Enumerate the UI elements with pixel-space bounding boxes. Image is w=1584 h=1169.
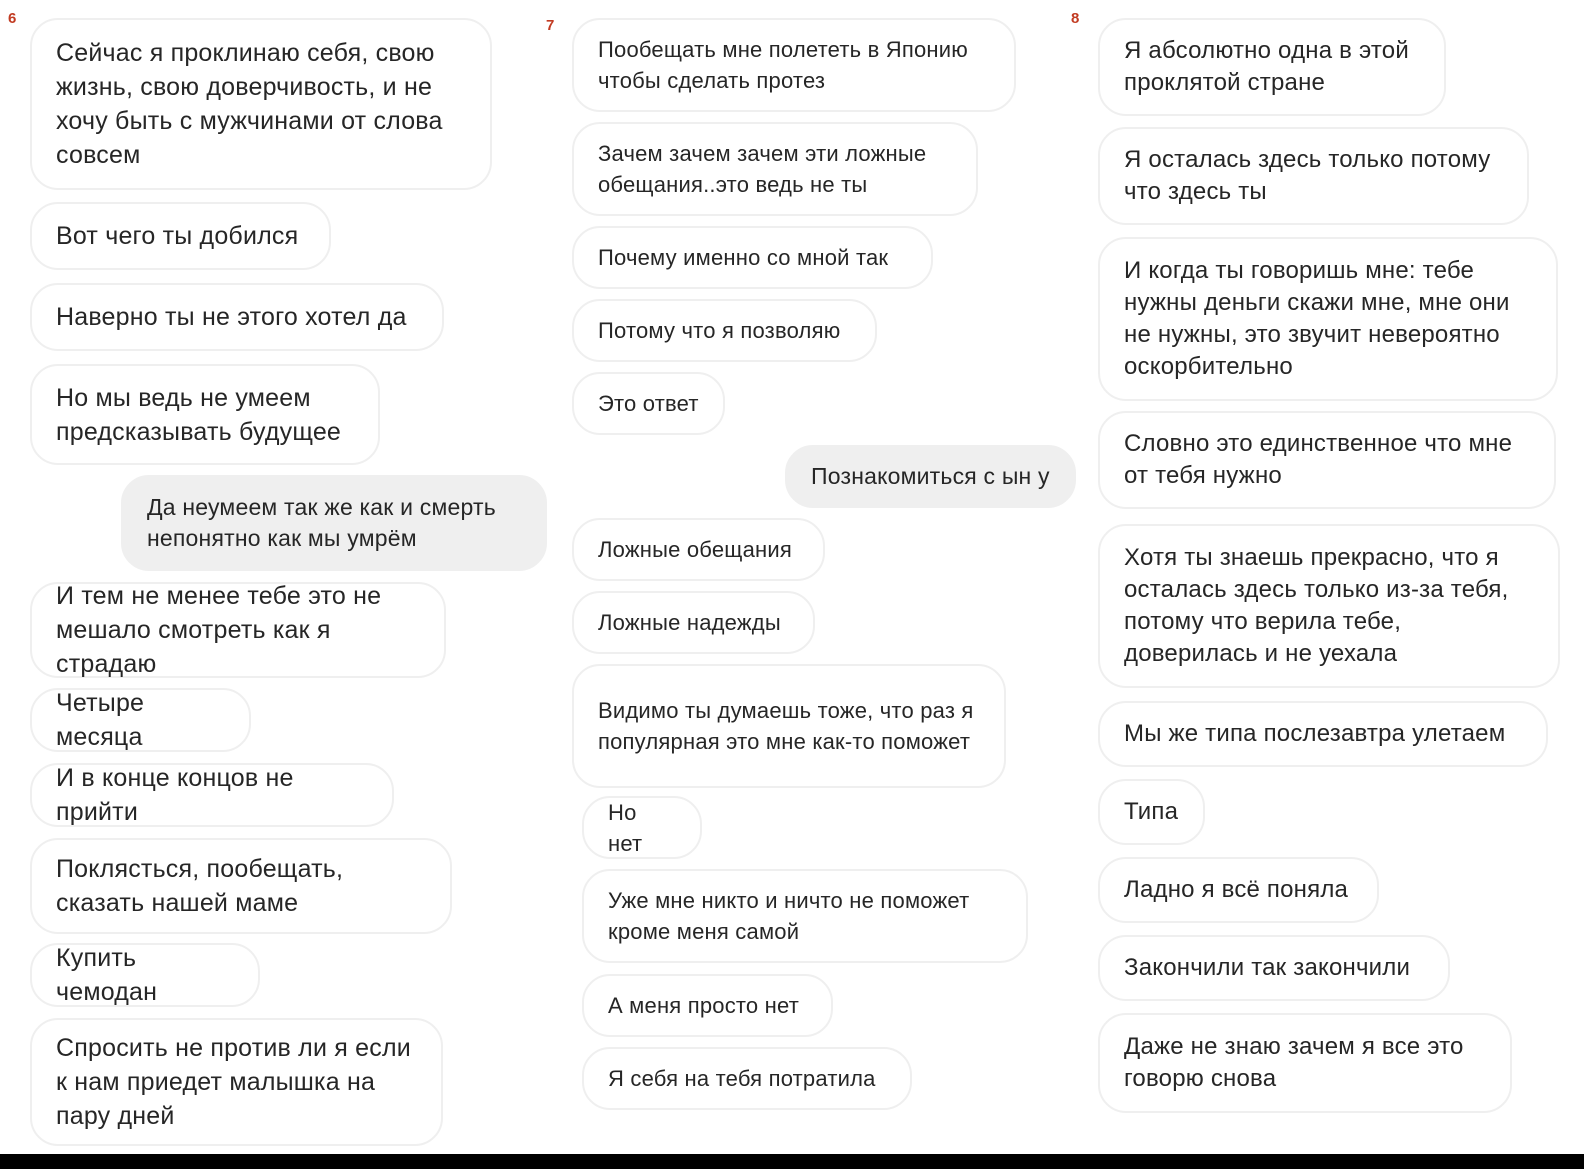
message-text: И тем не менее тебе это не мешало смотреть как я страдаю xyxy=(56,582,382,678)
message-bubble[interactable] xyxy=(572,372,725,435)
message-bubble[interactable] xyxy=(572,18,1016,112)
message-bubble[interactable] xyxy=(1098,935,1450,1001)
message-bubble[interactable] xyxy=(1098,524,1560,688)
message-bubble[interactable] xyxy=(572,122,978,216)
message-bubble[interactable] xyxy=(30,1018,443,1146)
message-text: Ложные надежды xyxy=(598,610,781,635)
page-number: 6 xyxy=(8,10,17,27)
message-bubble[interactable] xyxy=(30,18,492,190)
message-text: Мы же типа послезавтра улетаем xyxy=(1124,720,1506,747)
message-text: Я осталась здесь только потому что здесь ты xyxy=(1124,146,1491,205)
sent-message-bubble[interactable] xyxy=(121,475,547,571)
message-text: Видимо ты думаешь тоже, что раз я популярная это мне как-то поможет xyxy=(598,698,974,754)
message-bubble[interactable] xyxy=(30,202,331,270)
message-bubble[interactable] xyxy=(30,838,452,934)
message-bubble[interactable] xyxy=(30,763,394,827)
message-bubble[interactable] xyxy=(582,974,833,1037)
message-text: И когда ты говоришь мне: тебе нужны деньги скажи мне, мне они не нужны, это звучит невероятно оскорбительно xyxy=(1124,257,1510,380)
message-text: Словно это единственное что мне от тебя нужно xyxy=(1124,430,1513,489)
message-bubble[interactable] xyxy=(30,943,260,1007)
message-bubble[interactable] xyxy=(572,518,825,581)
message-text: Зачем зачем зачем эти ложные обещания..это ведь не ты xyxy=(598,141,927,197)
message-bubble[interactable] xyxy=(572,226,933,289)
message-text: Познакомиться с ын у xyxy=(811,463,1050,489)
message-bubble[interactable] xyxy=(1098,127,1529,225)
page-number: 7 xyxy=(546,17,555,34)
message-bubble[interactable] xyxy=(30,364,380,465)
sent-message-bubble[interactable] xyxy=(785,445,1076,508)
message-bubble[interactable] xyxy=(1098,237,1558,401)
message-bubble[interactable] xyxy=(582,796,702,859)
message-text: Даже не знаю зачем я все это говорю снова xyxy=(1124,1033,1464,1092)
message-text: Я абсолютно одна в этой проклятой стране xyxy=(1124,37,1409,96)
message-text: Закончили так закончили xyxy=(1124,954,1411,981)
message-text: А меня просто нет xyxy=(608,993,800,1018)
message-text: Ладно я всё поняла xyxy=(1124,876,1349,903)
message-bubble[interactable] xyxy=(30,582,446,678)
message-bubble[interactable] xyxy=(572,664,1006,788)
message-text: Четыре месяца xyxy=(56,689,145,751)
message-text: Уже мне никто и ничто не поможет кроме меня самой xyxy=(608,888,970,944)
message-text: Спросить не против ли я если к нам приедет малышка на пару дней xyxy=(56,1034,411,1130)
message-bubble[interactable] xyxy=(1098,18,1446,116)
page-number: 8 xyxy=(1071,10,1080,27)
message-bubble[interactable] xyxy=(30,283,444,351)
message-text: Типа xyxy=(1124,798,1179,825)
message-text: И в конце концов не прийти xyxy=(56,764,294,826)
message-bubble[interactable] xyxy=(582,1047,912,1110)
message-text: Ложные обещания xyxy=(598,537,792,562)
message-bubble[interactable] xyxy=(1098,701,1548,767)
message-bubble[interactable] xyxy=(582,869,1028,963)
message-text: Вот чего ты добился xyxy=(56,222,299,250)
message-text: Но мы ведь не умеем предсказывать будущее xyxy=(56,383,342,446)
message-text: Сейчас я проклинаю себя, свою жизнь, свою доверчивость, и не хочу быть с мужчинами от слова совсем xyxy=(56,39,443,169)
message-bubble[interactable] xyxy=(1098,411,1556,509)
message-bubble[interactable] xyxy=(1098,857,1379,923)
message-text: Почему именно со мной так xyxy=(598,245,889,270)
message-text: Но нет xyxy=(608,799,643,856)
message-bubble[interactable] xyxy=(572,591,815,654)
message-text: Потому что я позволяю xyxy=(598,318,841,343)
message-text: Пообещать мне полететь в Японию чтобы сделать протез xyxy=(598,37,968,93)
message-text: Наверно ты не этого хотел да xyxy=(56,303,407,331)
message-text: Хотя ты знаешь прекрасно, что я осталась здесь только из-за тебя, потому что верила тебе, доверилась и не уехала xyxy=(1124,544,1509,667)
bottom-border xyxy=(0,1154,1584,1169)
message-bubble[interactable] xyxy=(30,688,251,752)
message-text: Это ответ xyxy=(598,391,699,416)
message-bubble[interactable] xyxy=(1098,779,1205,845)
message-text: Поклясться, пообещать, сказать нашей маме xyxy=(56,855,344,917)
message-bubble[interactable] xyxy=(572,299,877,362)
message-bubble[interactable] xyxy=(1098,1013,1512,1113)
message-text: Да неумеем так же как и смерть непонятно как мы умрём xyxy=(147,494,496,551)
message-text: Купить чемодан xyxy=(56,944,158,1006)
message-text: Я себя на тебя потратила xyxy=(608,1066,876,1091)
